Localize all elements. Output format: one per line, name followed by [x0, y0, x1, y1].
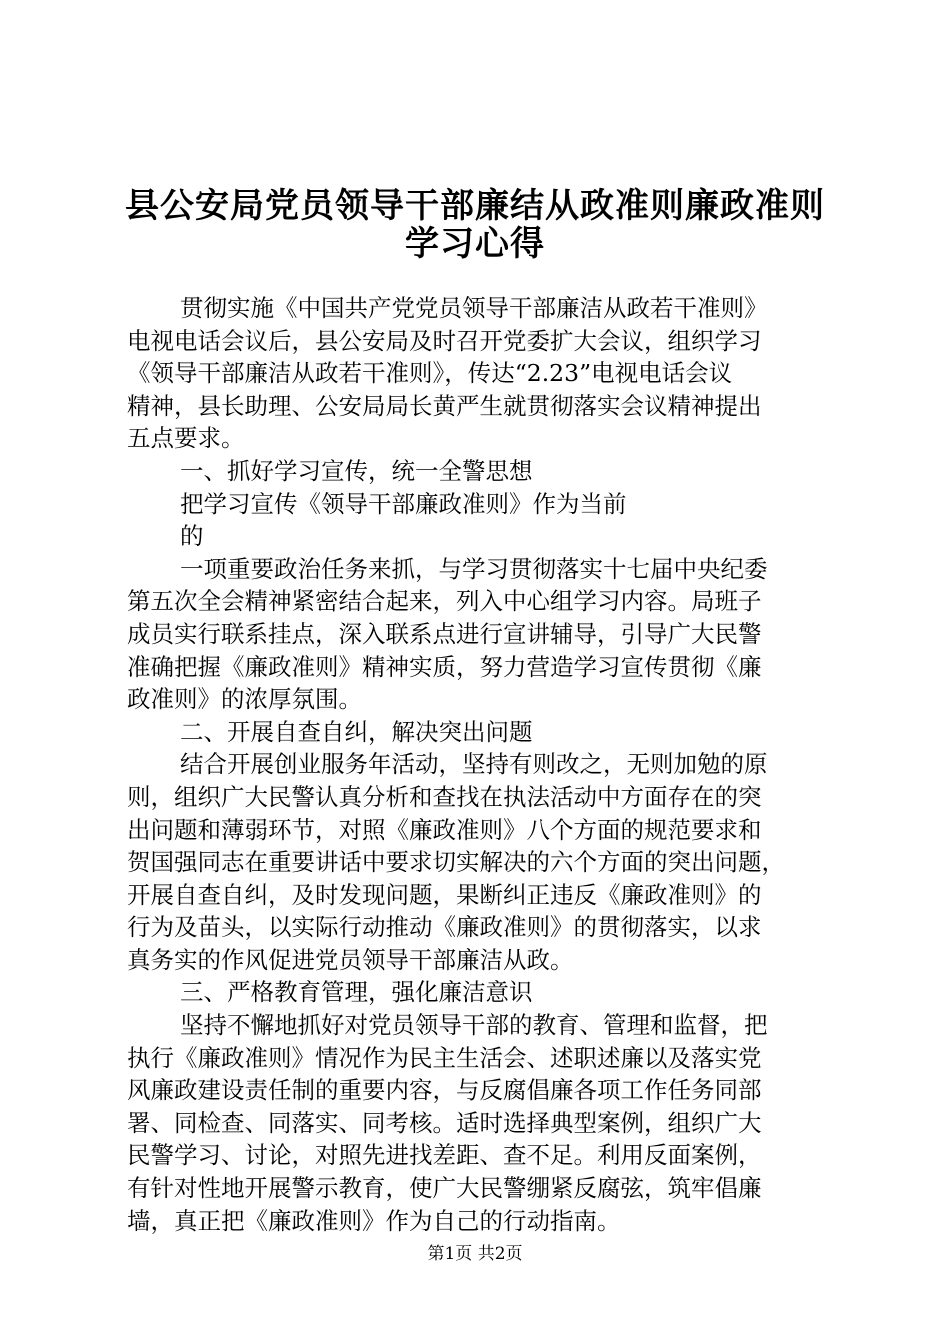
paragraph-line: 一项重要政治任务来抓，与学习贯彻落实十七届中央纪委 — [180, 554, 768, 583]
paragraph-line: 政准则》的浓厚氛围。 — [127, 685, 362, 714]
paragraph-line: 五点要求。 — [127, 424, 245, 453]
paragraph-line: 则，组织广大民警认真分析和查找在执法活动中方面存在的突 — [127, 782, 762, 811]
paragraph-line: 坚持不懈地抓好对党员领导干部的教育、管理和监督，把 — [180, 1011, 768, 1040]
paragraph-line: 执行《廉政准则》情况作为民主生活会、述职述廉以及落实党 — [127, 1043, 762, 1072]
document-title-line-1: 县公安局党员领导干部廉结从政准则廉政准则 — [125, 186, 825, 226]
paragraph-line: 结合开展创业服务年活动，坚持有则改之，无则加勉的原 — [180, 750, 768, 779]
paragraph-line: 墙，真正把《廉政准则》作为自己的行动指南。 — [127, 1206, 621, 1235]
paragraph-line: 准确把握《廉政准则》精神实质，努力营造学习宣传贯彻《廉 — [127, 652, 762, 681]
paragraph-line: 行为及苗头，以实际行动推动《廉政准则》的贯彻落实，以求 — [127, 913, 762, 942]
paragraph-line: 第五次全会精神紧密结合起来，列入中心组学习内容。局班子 — [127, 587, 762, 616]
page-number-footer: 第1页 共2页 — [427, 1244, 523, 1264]
document-body — [127, 292, 837, 1237]
paragraph-line: 《领导干部廉洁从政若干准则》，传达“2.23”电视电话会议 — [127, 359, 733, 388]
paragraph-line: 开展自查自纠，及时发现问题，果断纠正违反《廉政准则》的 — [127, 880, 762, 909]
paragraph-line: 贯彻实施《中国共产党党员领导干部廉洁从政若干准则》 — [180, 294, 768, 322]
paragraph-line: 成员实行联系挂点，深入联系点进行宣讲辅导，引导广大民警 — [127, 619, 762, 648]
section-heading: 三、严格教育管理，强化廉洁意识 — [180, 978, 533, 1007]
section-heading: 二、开展自查自纠，解决突出问题 — [180, 717, 533, 746]
paragraph-line: 把学习宣传《领导干部廉政准则》作为当前 — [180, 489, 627, 518]
paragraph-line: 贺国强同志在重要讲话中要求切实解决的六个方面的突出问题， — [127, 848, 785, 877]
paragraph-line: 有针对性地开展警示教育，使广大民警绷紧反腐弦，筑牢倡廉 — [127, 1174, 762, 1203]
paragraph-line: 民警学习、讨论，对照先进找差距、查不足。利用反面案例， — [127, 1141, 762, 1170]
section-heading: 一、抓好学习宣传，统一全警思想 — [180, 456, 533, 485]
paragraph-line: 电视电话会议后，县公安局及时召开党委扩大会议，组织学习 — [127, 326, 762, 355]
paragraph-line: 署、同检查、同落实、同考核。适时选择典型案例，组织广大 — [127, 1108, 762, 1137]
paragraph-line: 风廉政建设责任制的重要内容，与反腐倡廉各项工作任务同部 — [127, 1076, 762, 1105]
paragraph-line: 出问题和薄弱环节，对照《廉政准则》八个方面的规范要求和 — [127, 815, 762, 844]
document-title-line-2: 学习心得 — [405, 224, 545, 264]
paragraph-line: 真务实的作风促进党员领导干部廉洁从政。 — [127, 945, 574, 974]
paragraph-line: 的 — [180, 522, 204, 551]
paragraph-line: 精神，县长助理、公安局局长黄严生就贯彻落实会议精神提出 — [127, 391, 762, 420]
